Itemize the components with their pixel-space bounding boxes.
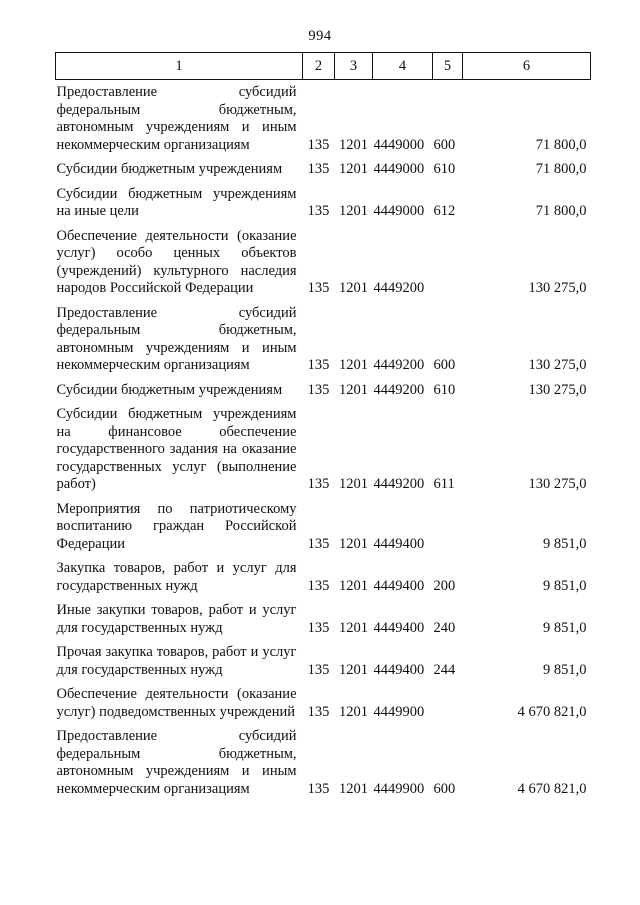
row-col-4: 4449000 <box>373 161 425 177</box>
row-col-5: 600 <box>433 780 456 797</box>
table-body <box>56 80 591 802</box>
row-col-3: 1201 <box>339 136 368 153</box>
row-col-4: 4449400 <box>373 577 425 594</box>
row-amount: 9 851,0 <box>543 661 587 678</box>
row-col-2: 135 <box>307 619 330 636</box>
row-col-4: 4449400 <box>373 661 425 678</box>
row-amount: 130 275,0 <box>528 357 587 373</box>
row-col-4: 4449900 <box>373 780 425 797</box>
table-row <box>56 497 591 557</box>
row-col-3: 1201 <box>339 161 368 177</box>
row-col-4: 4449000 <box>373 203 425 219</box>
row-name: Прочая закупка товаров, работ и услуг для государственных нужд <box>56 644 297 678</box>
row-col-5: 612 <box>433 203 456 219</box>
row-name: Предоставление субсидий федеральным бюджетным, автономным учреждениям и иным некоммерческим организациям <box>56 728 297 797</box>
header-col-5: 5 <box>433 53 463 80</box>
row-col-2: 135 <box>307 780 330 797</box>
row-amount: 71 800,0 <box>535 203 587 219</box>
row-col-3: 1201 <box>339 780 368 797</box>
row-col-5 <box>433 497 463 557</box>
row-name: Субсидии бюджетным учреждениям <box>56 161 283 177</box>
row-col-5: 611 <box>433 476 455 492</box>
row-col-2: 135 <box>307 280 330 296</box>
row-col-4: 4449200 <box>373 280 425 296</box>
row-amount: 71 800,0 <box>535 161 587 177</box>
row-amount: 9 851,0 <box>543 619 587 636</box>
row-amount: 9 851,0 <box>543 577 587 594</box>
table-row <box>56 301 591 378</box>
page-number: 994 <box>308 28 332 44</box>
header-col-4: 4 <box>373 53 433 80</box>
row-col-3: 1201 <box>339 381 368 398</box>
row-col-2: 135 <box>307 203 330 219</box>
table-row <box>56 80 591 158</box>
row-col-2: 135 <box>307 535 330 552</box>
row-amount: 130 275,0 <box>528 476 587 492</box>
row-col-5 <box>433 224 463 301</box>
row-col-3: 1201 <box>339 476 368 492</box>
header-col-1: 1 <box>56 53 303 80</box>
table-row <box>56 182 591 224</box>
row-col-5: 244 <box>433 661 456 678</box>
row-name: Предоставление субсидий федеральным бюджетным, автономным учреждениям и иным некоммерческим организациям <box>56 304 297 373</box>
table-row <box>56 682 591 724</box>
row-col-5: 600 <box>433 357 456 373</box>
row-name: Закупка товаров, работ и услуг для государственных нужд <box>56 560 297 594</box>
row-col-4: 4449200 <box>373 357 425 373</box>
row-col-5: 600 <box>433 136 456 153</box>
table-header <box>56 53 591 80</box>
row-col-3: 1201 <box>339 203 368 219</box>
table-row <box>56 724 591 801</box>
table-row <box>56 378 591 403</box>
row-col-2: 135 <box>307 136 330 153</box>
row-name: Субсидии бюджетным учреждениям на иные цели <box>56 185 297 219</box>
row-amount: 130 275,0 <box>528 280 587 296</box>
row-col-3: 1201 <box>339 535 368 552</box>
table-row <box>56 402 591 497</box>
row-name: Субсидии бюджетным учреждениям на финансовое обеспечение государственного задания на оказание государственных услуг (выполнение работ) <box>56 406 297 492</box>
row-col-4: 4449400 <box>373 535 425 552</box>
budget-table <box>55 52 591 801</box>
row-amount: 130 275,0 <box>528 381 587 398</box>
row-amount: 9 851,0 <box>543 535 587 552</box>
row-amount: 4 670 821,0 <box>517 703 587 720</box>
row-col-3: 1201 <box>339 357 368 373</box>
row-col-5: 610 <box>433 381 456 398</box>
row-col-3: 1201 <box>339 703 368 720</box>
table-row <box>56 157 591 182</box>
row-col-5: 610 <box>433 161 456 177</box>
row-col-4: 4449900 <box>373 703 425 720</box>
row-name: Иные закупки товаров, работ и услуг для государственных нужд <box>56 602 297 636</box>
row-col-2: 135 <box>307 357 330 373</box>
header-col-3: 3 <box>335 53 373 80</box>
table-row <box>56 640 591 682</box>
row-col-4: 4449200 <box>373 381 425 398</box>
row-col-3: 1201 <box>339 661 368 678</box>
row-col-4: 4449000 <box>373 136 425 153</box>
row-col-5: 240 <box>433 619 456 636</box>
row-col-2: 135 <box>307 381 330 398</box>
header-row <box>56 53 591 80</box>
row-name: Мероприятия по патриотическому воспитанию граждан Российской Федерации <box>56 500 297 552</box>
row-col-2: 135 <box>307 577 330 594</box>
row-col-2: 135 <box>307 161 330 177</box>
row-name: Обеспечение деятельности (оказание услуг) подведомственных учреждений <box>56 686 297 720</box>
row-name: Обеспечение деятельности (оказание услуг) особо ценных объектов (учреждений) культурного наследия народов Российской Федерации <box>56 227 297 296</box>
row-col-4: 4449400 <box>373 619 425 636</box>
row-amount: 71 800,0 <box>535 136 587 153</box>
row-name: Субсидии бюджетным учреждениям <box>56 381 283 398</box>
row-col-5: 200 <box>433 577 456 594</box>
row-col-4: 4449200 <box>373 476 425 492</box>
row-col-5 <box>433 682 463 724</box>
row-col-2: 135 <box>307 661 330 678</box>
row-col-2: 135 <box>307 476 330 492</box>
row-col-3: 1201 <box>339 577 368 594</box>
header-col-2: 2 <box>303 53 335 80</box>
row-col-3: 1201 <box>339 280 368 296</box>
row-amount: 4 670 821,0 <box>517 780 587 797</box>
row-col-2: 135 <box>307 703 330 720</box>
table-row <box>56 224 591 301</box>
row-name: Предоставление субсидий федеральным бюджетным, автономным учреждениям и иным некоммерческим организациям <box>56 84 297 153</box>
table-row <box>56 598 591 640</box>
table-row <box>56 556 591 598</box>
row-col-3: 1201 <box>339 619 368 636</box>
header-col-6: 6 <box>463 53 591 80</box>
